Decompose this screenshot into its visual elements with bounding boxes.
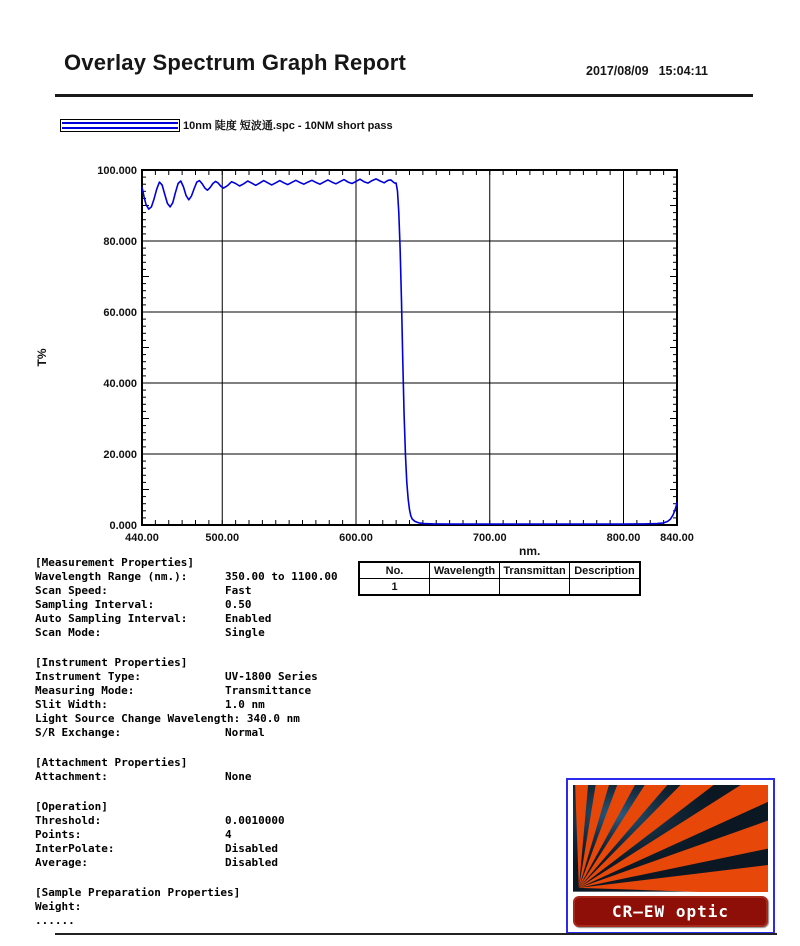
property-label: Threshold: xyxy=(35,814,102,827)
property-section-header: [Measurement Properties] xyxy=(35,556,194,569)
property-row xyxy=(35,814,338,828)
property-value: Disabled xyxy=(225,842,278,855)
property-value: Fast xyxy=(225,584,252,597)
title-divider xyxy=(55,94,753,97)
property-label: Wavelength Range (nm.): xyxy=(35,570,188,583)
property-label: Scan Speed: xyxy=(35,584,108,597)
property-row xyxy=(35,598,338,612)
chart-legend xyxy=(60,117,393,133)
property-label: InterPolate: xyxy=(35,842,115,855)
peak-table-header-cell: Description xyxy=(570,562,641,579)
peak-table-header-cell: Transmittan xyxy=(500,562,570,579)
property-section xyxy=(35,556,338,640)
property-label: Slit Width: xyxy=(35,698,108,711)
y-tick-label: 20.000 xyxy=(103,449,137,461)
property-value: UV-1800 Series xyxy=(225,670,318,683)
property-section xyxy=(35,800,338,870)
property-row xyxy=(35,828,338,842)
logo-banner: CR—EW optic xyxy=(573,896,768,927)
peak-table-header-row xyxy=(359,562,640,579)
peak-table-cell: 1 xyxy=(359,579,430,596)
property-value: Enabled xyxy=(225,612,272,625)
x-tick-label: 840.00 xyxy=(660,532,694,544)
x-axis-label: nm. xyxy=(519,544,541,558)
property-row xyxy=(35,770,338,784)
y-tick-label: 40.000 xyxy=(103,378,137,390)
spectrum-chart xyxy=(0,150,800,562)
property-row xyxy=(35,612,338,626)
y-tick-label: 0.000 xyxy=(109,520,137,532)
property-label: ...... xyxy=(35,914,75,927)
property-label: Attachment: xyxy=(35,770,108,783)
property-row xyxy=(35,842,338,856)
property-section xyxy=(35,886,338,928)
x-tick-label: 700.00 xyxy=(472,532,507,544)
property-row xyxy=(35,698,338,712)
property-value: 0.50 xyxy=(225,598,252,611)
property-row xyxy=(35,726,338,740)
property-row xyxy=(35,626,338,640)
property-row xyxy=(35,584,338,598)
property-row xyxy=(35,712,338,726)
property-value: Normal xyxy=(225,726,265,739)
property-label: Measuring Mode: xyxy=(35,684,135,697)
logo-rays-image xyxy=(573,785,768,892)
property-row xyxy=(35,900,338,914)
property-row xyxy=(35,856,338,870)
report-date: 2017/08/09 xyxy=(586,64,649,78)
x-tick-label: 800.00 xyxy=(606,532,641,544)
x-tick-label: 440.00 xyxy=(125,532,159,544)
property-row xyxy=(35,570,338,584)
property-value: Single xyxy=(225,626,265,639)
peak-table-cell xyxy=(430,579,500,596)
property-row xyxy=(35,670,338,684)
page-title: Overlay Spectrum Graph Report xyxy=(64,50,407,75)
property-section-header: [Instrument Properties] xyxy=(35,656,188,669)
x-tick-label: 500.00 xyxy=(205,532,240,544)
property-label: Scan Mode: xyxy=(35,626,102,639)
bottom-divider xyxy=(55,933,777,935)
property-label: Average: xyxy=(35,856,88,869)
legend-line-swatch xyxy=(60,119,180,132)
property-section-header: [Operation] xyxy=(35,800,108,813)
legend-label: 10nm 陡度 短波通.spc - 10NM short pass xyxy=(183,120,393,132)
company-logo xyxy=(566,778,775,934)
property-row xyxy=(35,684,338,698)
property-value: 0.0010000 xyxy=(225,814,285,827)
property-value: 350.00 to 1100.00 xyxy=(225,570,338,583)
property-section xyxy=(35,756,338,784)
property-row xyxy=(35,914,338,928)
y-tick-label: 100.000 xyxy=(97,165,137,177)
property-label: Weight: xyxy=(35,900,82,913)
peak-table-cell xyxy=(500,579,570,596)
property-value: Transmittance xyxy=(225,684,312,697)
peak-table xyxy=(358,561,641,596)
peak-table-header-cell: Wavelength xyxy=(430,562,500,579)
report-time: 15:04:11 xyxy=(658,64,708,78)
y-tick-label: 60.000 xyxy=(103,307,137,319)
property-value: Disabled xyxy=(225,856,278,869)
property-label: Instrument Type: xyxy=(35,670,141,683)
peak-table-row xyxy=(359,579,640,596)
property-value: None xyxy=(225,770,252,783)
property-label: Light Source Change Wavelength: xyxy=(35,712,241,725)
property-label: Auto Sampling Interval: xyxy=(35,612,188,625)
y-axis-label: T% xyxy=(35,348,49,367)
property-value: 1.0 nm xyxy=(225,698,265,711)
x-tick-label: 600.00 xyxy=(339,532,373,544)
property-value: 340.0 nm xyxy=(240,712,300,725)
report-datetime xyxy=(586,64,718,78)
property-section-header: [Attachment Properties] xyxy=(35,756,188,769)
property-section-header: [Sample Preparation Properties] xyxy=(35,886,241,899)
y-tick-label: 80.000 xyxy=(103,236,137,248)
peak-table-header-cell: No. xyxy=(359,562,430,579)
property-label: Sampling Interval: xyxy=(35,598,155,611)
property-label: Points: xyxy=(35,828,82,841)
property-section xyxy=(35,656,338,740)
properties-panel xyxy=(35,556,338,944)
property-value: 4 xyxy=(225,828,232,841)
property-label: S/R Exchange: xyxy=(35,726,122,739)
peak-table-cell xyxy=(570,579,641,596)
